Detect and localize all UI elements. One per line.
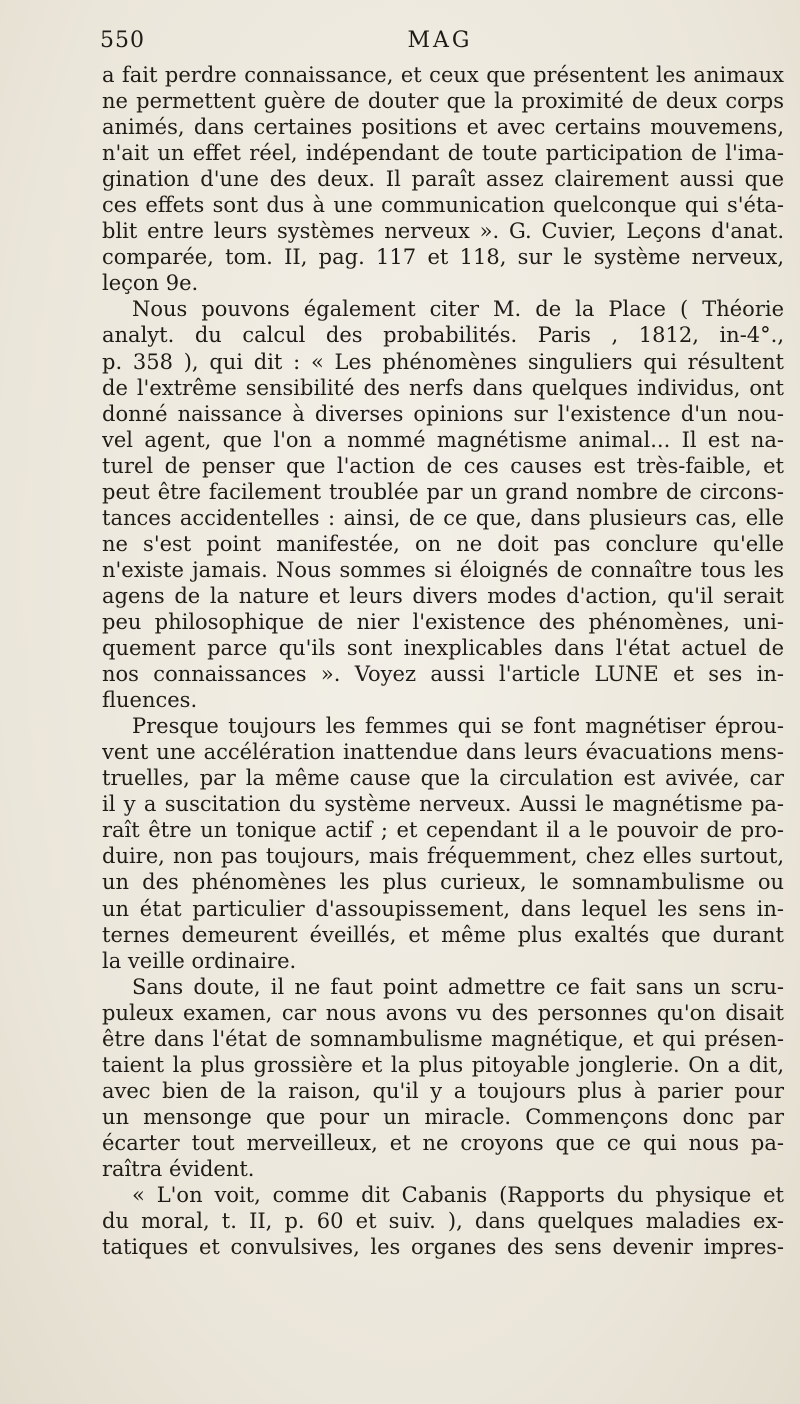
text-line: tatiques et convulsives, les organes des sens devenir impres- [102,1235,784,1260]
text-line: vel agent, que l'on a nommé magnétisme animal... Il est na- [102,427,784,452]
running-head [100,28,780,62]
text-line: donné naissance à diverses opinions sur l'existence d'un nou- [102,401,784,426]
text-line: ne s'est point manifestée, on ne doit pas conclure qu'elle [102,531,784,556]
text-line: Sans doute, il ne faut point admettre ce fait sans un scru- [132,974,784,999]
text-line: turel de penser que l'action de ces causes est très-faible, et [102,453,784,478]
text-line: la veille ordinaire. [102,948,297,973]
text-line: ces effets sont dus à une communication quelconque qui s'éta- [102,193,784,218]
text-line: il y a suscitation du système nerveux. Aussi le magnétisme pa- [102,792,784,817]
text-line: tances accidentelles : ainsi, de ce que, dans plusieurs cas, elle [102,505,784,530]
running-title: MAG [407,28,473,53]
text-line: ne permettent guère de douter que la proximité de deux corps [102,89,784,114]
text-line: peut être facilement troublée par un grand nombre de circons- [102,479,784,504]
text-line: un état particulier d'assoupissement, dans lequel les sens in- [102,896,784,921]
text-line: ternes demeurent éveillés, et même plus exaltés que durant [102,922,784,947]
text-line: nos connaissances ». Voyez aussi l'article LUNE et ses in- [102,662,784,687]
text-line: p. 358 ), qui dit : « Les phénomènes singuliers qui résultent [102,349,784,374]
text-line: analyt. du calcul des probabilités. Paris , 1812, in-4°., [102,323,784,348]
text-line: blit entre leurs systèmes nerveux ». G. Cuvier, Leçons d'anat. [102,219,784,244]
text-line: fluences. [102,688,198,713]
text-line: a fait perdre connaissance, et ceux que présentent les animaux [102,63,784,87]
text-line: quement parce qu'ils sont inexplicables dans l'état actuel de [102,636,784,661]
text-line: taient la plus grossière et la plus pitoyable jonglerie. On a dit, [102,1052,784,1077]
text-line: être dans l'état de somnambulisme magnétique, et qui présen- [102,1026,784,1051]
page-number: 550 [100,28,145,53]
text-line: écarter tout merveilleux, et ne croyons que ce qui nous pa- [102,1130,784,1155]
text-line: « L'on voit, comme dit Cabanis (Rapports du physique et [132,1183,784,1208]
text-line: Presque toujours les femmes qui se font magnétiser éprou- [132,714,784,739]
text-line: raîtra évident. [102,1156,255,1181]
text-line: un mensonge que pour un miracle. Commençons donc par [102,1104,784,1129]
text-line: n'ait un effet réel, indépendant de toute participation de l'ima- [102,141,784,166]
text-line: n'existe jamais. Nous sommes si éloignés de connaître tous les [102,557,784,582]
text-line: agens de la nature et leurs divers modes d'action, qu'il serait [102,583,784,608]
text-line: comparée, tom. II, pag. 117 et 118, sur le système nerveux, [102,245,784,270]
text-line: vent une accélération inattendue dans leurs évacuations mens- [102,740,784,765]
text-line: du moral, t. II, p. 60 et suiv. ), dans quelques maladies ex- [102,1209,784,1234]
text-line: animés, dans certaines positions et avec certains mouvemens, [102,115,784,140]
text-line: un des phénomènes les plus curieux, le somnambulisme ou [102,870,784,895]
text-line: de l'extrême sensibilité des nerfs dans quelques individus, ont [102,375,784,400]
text-line: avec bien de la raison, qu'il y a toujours plus à parier pour [102,1078,784,1103]
body-text [102,62,784,1260]
text-line: truelles, par la même cause que la circulation est avivée, car [102,766,784,791]
text-line: Nous pouvons également citer M. de la Place ( Théorie [132,297,784,322]
text-line: raît être un tonique actif ; et cependant il a le pouvoir de pro- [102,818,784,843]
text-line: puleux examen, car nous avons vu des personnes qu'on disait [102,1000,784,1025]
text-line: leçon 9e. [102,271,199,296]
text-line: peu philosophique de nier l'existence des phénomènes, uni- [102,609,784,634]
text-line: gination d'une des deux. Il paraît assez clairement aussi que [102,167,784,192]
text-line: duire, non pas toujours, mais fréquemment, chez elles surtout, [102,844,784,869]
